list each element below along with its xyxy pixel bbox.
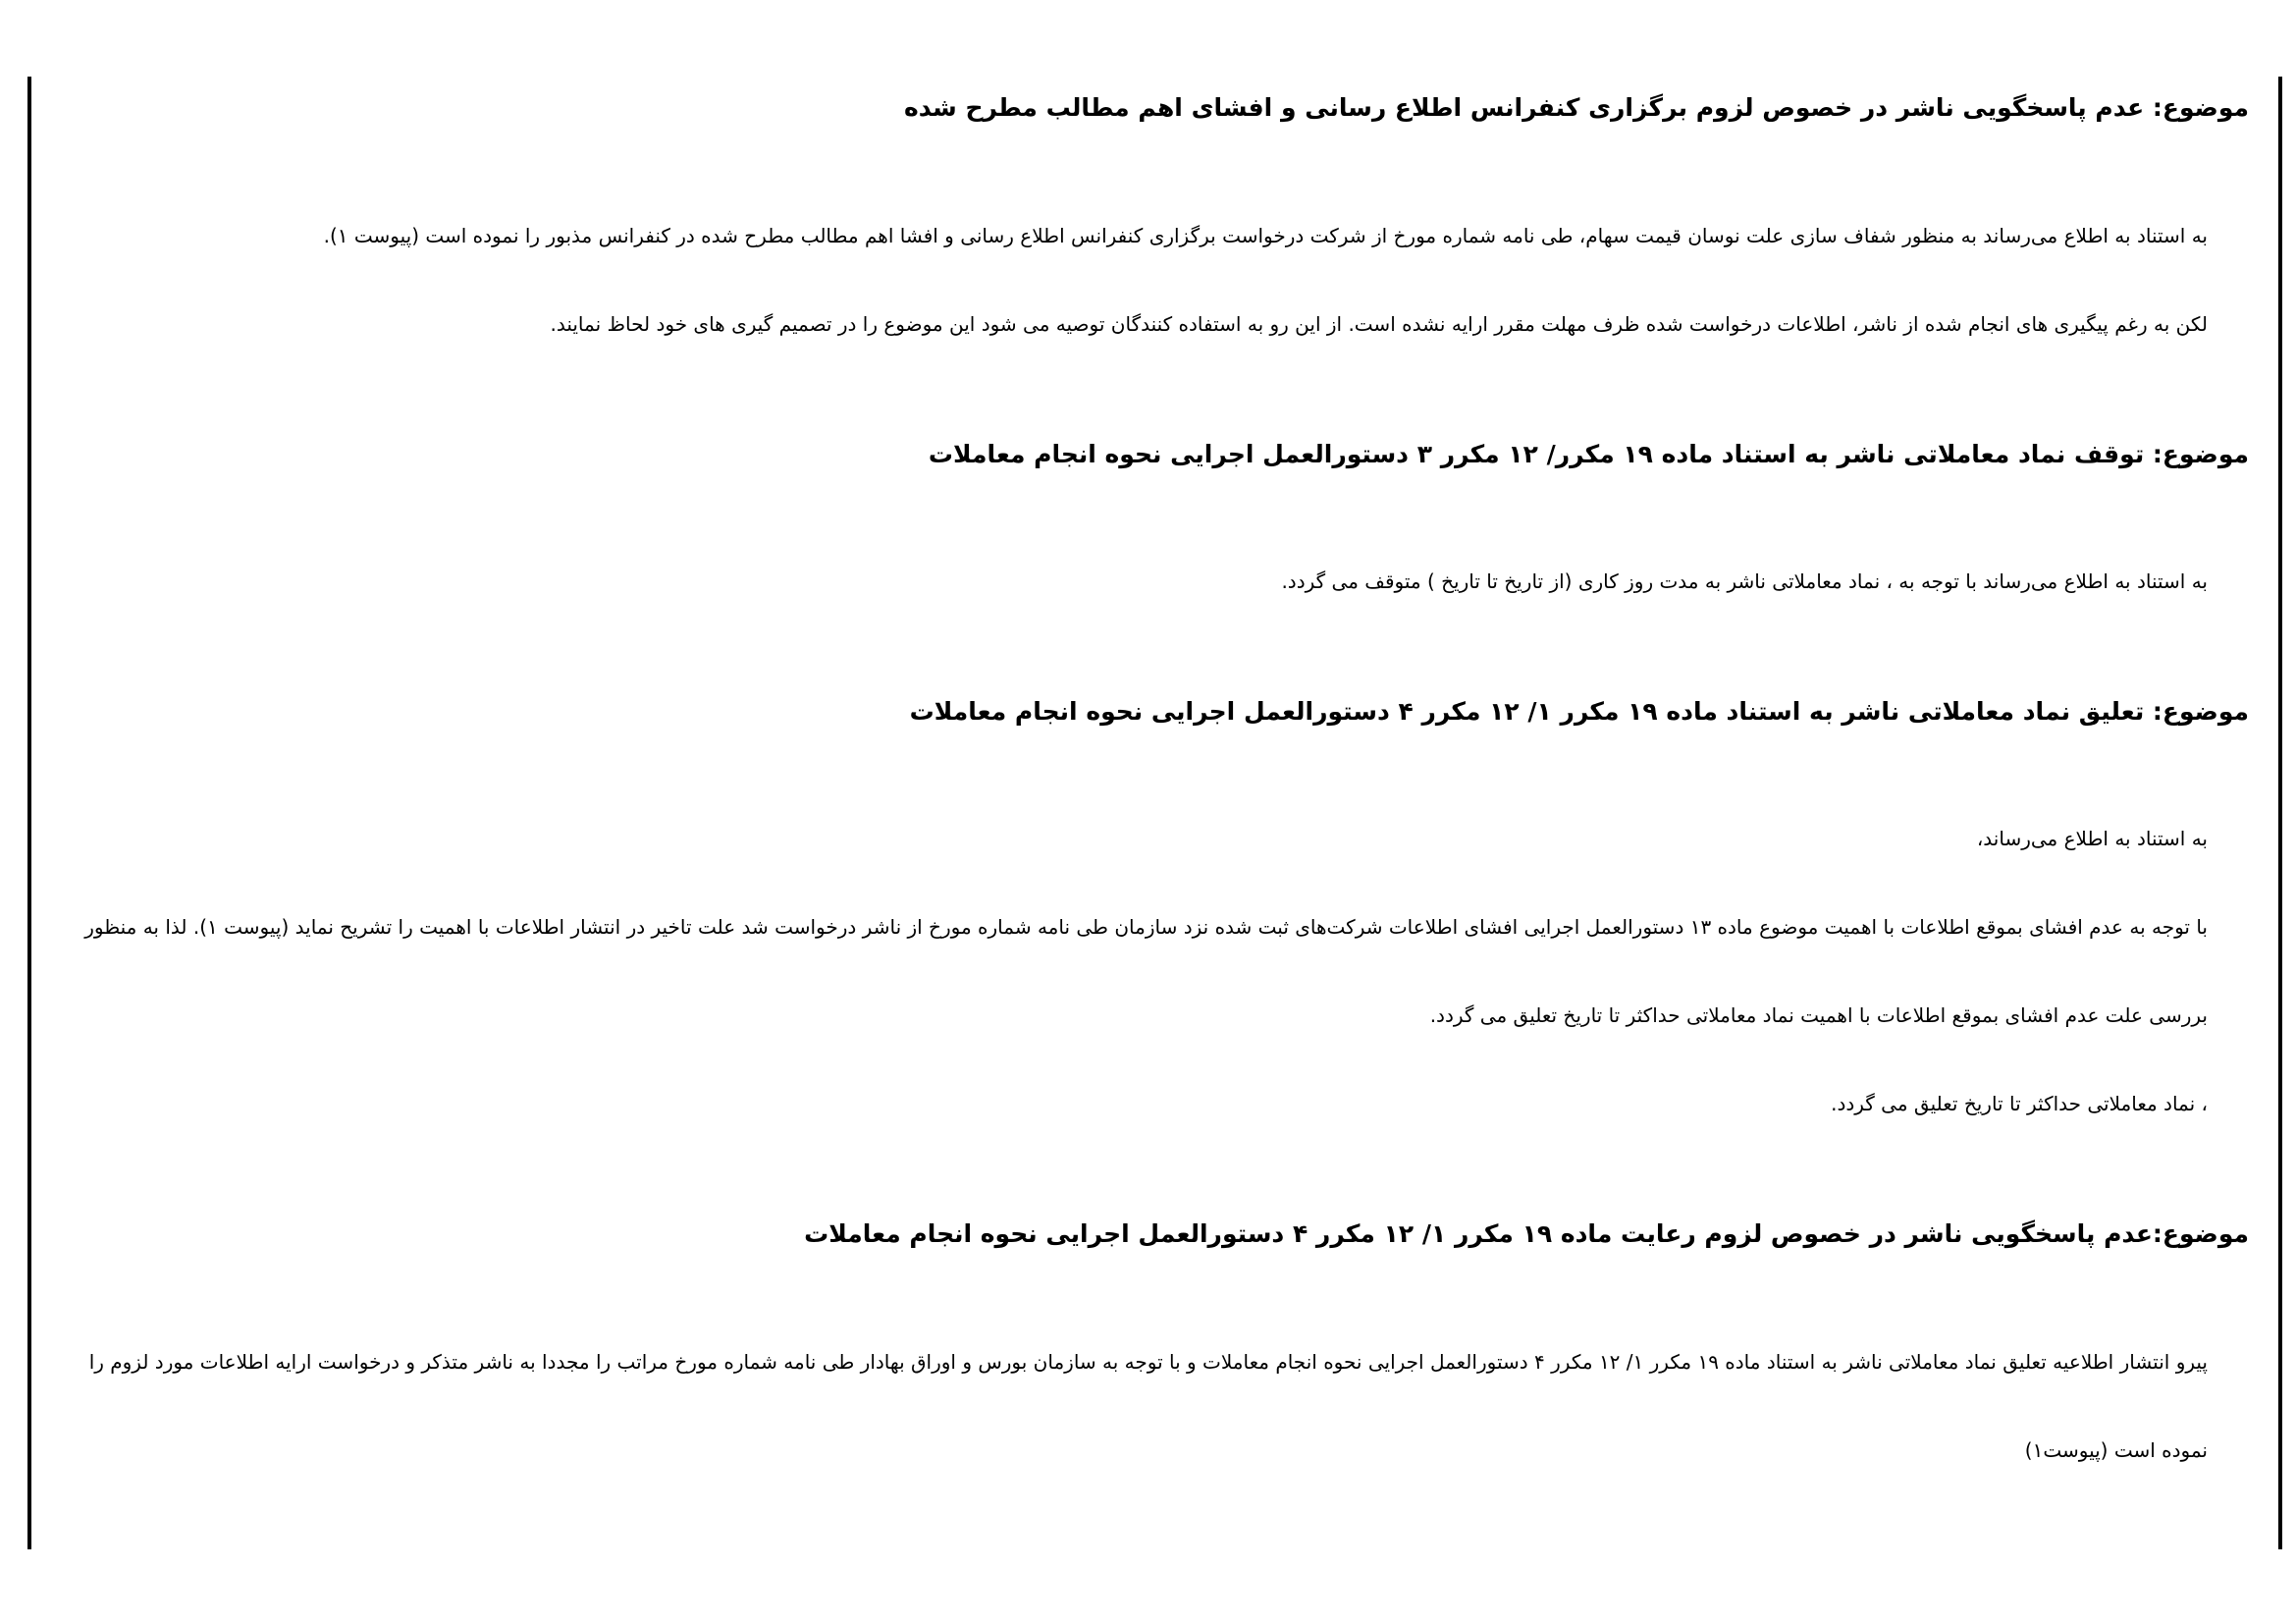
page-border-right [2278, 77, 2282, 1549]
section-1-paragraph-1: به استناد به اطلاع می‌رساند به منظور شفاف سازی علت نوسان قیمت سهام، طی نامه شماره مورخ از شرکت درخواست برگزاری کنفرانس اطلاع رسانی و افشا اهم مطالب مطرح شده در کنفرانس مذبور را نموده است (پیوست ۱). [323, 224, 2208, 247]
section-1-paragraph-2: لکن به رغم پیگیری های انجام شده از ناشر، اطلاعات درخواست شده ظرف مهلت مقرر ارایه نشده است. از این رو به استفاده کنندگان توصیه می شود این موضوع را در تصمیم گیری های خود لحاظ نمایند. [550, 312, 2208, 336]
section-4-paragraph-2: نموده است (پیوست۱) [2024, 1438, 2208, 1462]
section-4-heading: موضوع:عدم پاسخگویی ناشر در خصوص لزوم رعایت ماده ۱۹ مکرر ۱/ ۱۲ مکرر ۴ دستورالعمل اجرایی نحوه انجام معاملات [804, 1219, 2249, 1248]
section-3-heading: موضوع: تعلیق نماد معاملاتی ناشر به استناد ماده ۱۹ مکرر ۱/ ۱۲ مکرر ۴ دستورالعمل اجرایی نحوه انجام معاملات [909, 697, 2249, 726]
section-1-heading: موضوع: عدم پاسخگویی ناشر در خصوص لزوم برگزاری کنفرانس اطلاع رسانی و افشای اهم مطالب مطرح شده [903, 93, 2249, 122]
section-3-paragraph-2: با توجه به عدم افشای بموقع اطلاعات با اهمیت موضوع ماده ۱۳ دستورالعمل اجرایی افشای اطلاعات شرکت‌های ثبت شده نزد سازمان طی نامه شماره مورخ از ناشر درخواست شد علت تاخیر در انتشار اطلاعات با اهمیت را تشریح نماید (پیوست ۱). لذا به منظور [84, 915, 2208, 939]
page-border-left [27, 77, 31, 1549]
section-2-heading: موضوع: توقف نماد معاملاتی ناشر به استناد ماده ۱۹ مکرر/ ۱۲ مکرر ۳ دستورالعمل اجرایی نحوه انجام معاملات [928, 440, 2249, 468]
section-2-paragraph-1: به استناد به اطلاع می‌رساند با توجه به ، نماد معاملاتی ناشر به مدت روز کاری (از تاریخ تا تاریخ ) متوقف می گردد. [1281, 569, 2208, 593]
section-3-paragraph-3: بررسی علت عدم افشای بموقع اطلاعات با اهمیت نماد معاملاتی حداکثر تا تاریخ تعلیق می گردد. [1429, 1003, 2208, 1027]
section-3-paragraph-4: ، نماد معاملاتی حداکثر تا تاریخ تعلیق می گردد. [1831, 1092, 2208, 1115]
section-4-paragraph-1: پیرو انتشار اطلاعیه تعلیق نماد معاملاتی ناشر به استناد ماده ۱۹ مکرر ۱/ ۱۲ مکرر ۴ دستورالعمل اجرایی نحوه انجام معاملات و با توجه به سازمان بورس و اوراق بهادار طی نامه شماره مورخ مراتب را مجددا به ناشر متذکر و درخواست ارایه اطلاعات مورد لزوم را [88, 1350, 2208, 1374]
section-3-paragraph-1: به استناد به اطلاع می‌رساند، [1976, 827, 2208, 850]
